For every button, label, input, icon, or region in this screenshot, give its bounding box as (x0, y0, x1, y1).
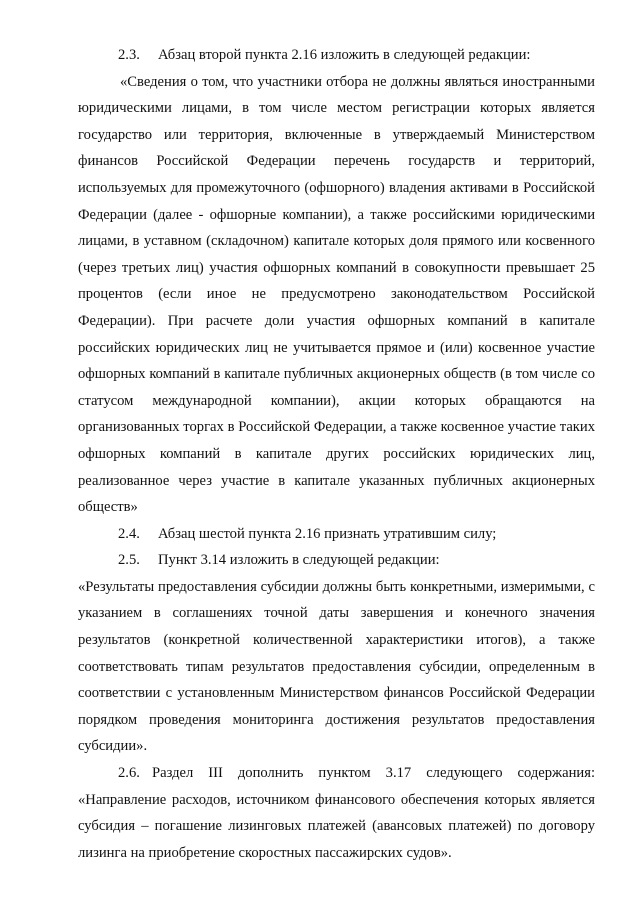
item-2-3-quote: «Сведения о том, что участники отбора не должны являться иностранными юридическими лицами, в том числе местом регистрации которых является государство или территория, включенные в утверждаемый Министерством финансов Российской Федерации перечень государств и территорий, используемых для промежуточного (офшорного) владения активами в Российской Федерации (далее - офшорные компании), а также российскими юридическими лицами, в уставном (складочном) капитале которых доля прямого или косвенного (через третьих лиц) участия офшорных компаний в совокупности превышает 25 процентов (если иное не предусмотрено законодательством Российской Федерации). При расчете доли участия офшорных компаний в капитале российских юридических лиц не учитывается прямое и (или) косвенное участие офшорных компаний в капитале публичных акционерных обществ (в том числе со статусом международной компании), акции которых обращаются на организованных торгах в Российской Федерации, а также косвенное участие таких офшорных компаний в капитале других российских юридических лиц, реализованное через участие в капитале указанных публичных акционерных обществ» (78, 73, 595, 516)
item-text: Пункт 3.14 изложить в следующей редакции: (158, 552, 440, 569)
item-text: Абзац шестой пункта 2.16 признать утратившим силу; (158, 525, 497, 542)
item-number: 2.6. (118, 765, 140, 782)
item-2-6-quote: «Направление расходов, источником финансового обеспечения которых является субсидия – погашение лизинговых платежей (авансовых платежей) по договору лизинга на приобретение скоростных пассажирских судов». (78, 791, 595, 861)
item-text: Раздел III дополнить пунктом 3.17 следующего содержания: (152, 765, 595, 782)
item-number: 2.3. (118, 47, 140, 63)
item-2-3-heading (78, 42, 595, 69)
item-number: 2.4. (118, 525, 140, 542)
item-2-4 (78, 521, 595, 548)
item-text: Абзац второй пункта 2.16 изложить в следующей редакции: (158, 47, 531, 63)
item-2-6-heading (78, 760, 595, 787)
item-number: 2.5. (118, 552, 140, 569)
item-2-5-quote: «Результаты предоставления субсидии должны быть конкретными, измеримыми, с указанием в соглашениях точной даты завершения и конечного значения результатов (конкретной количественной характеристики итогов), а также соответствовать типам результатов предоставления субсидии, определенным в соответствии с установленным Министерством финансов Российской Федерации порядком проведения мониторинга достижения результатов предоставления субсидии». (78, 578, 595, 755)
document-page (78, 42, 595, 866)
item-2-5-heading (78, 547, 595, 574)
